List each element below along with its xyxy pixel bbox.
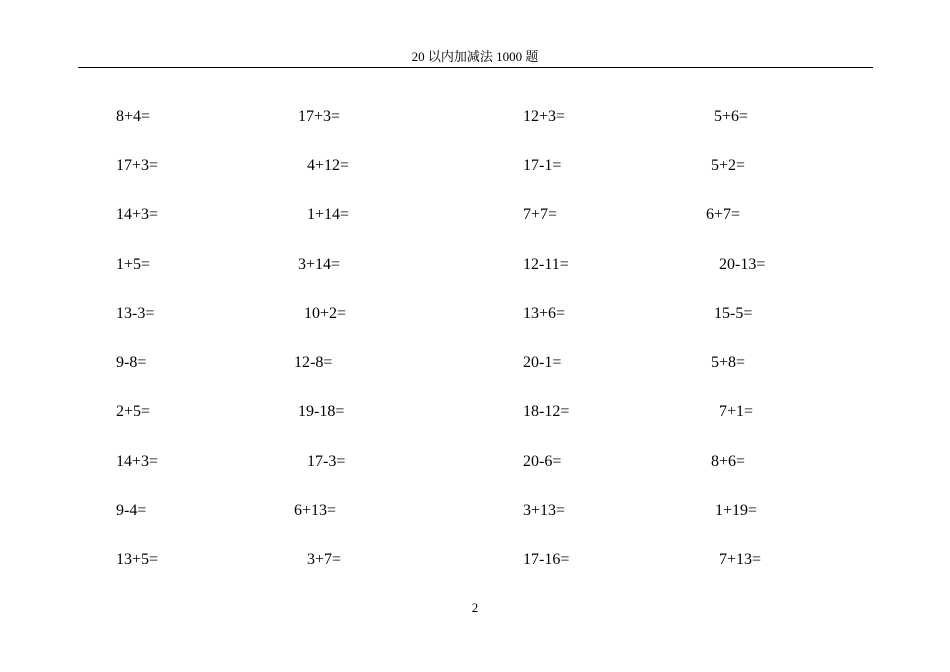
- problem-item: 5+8=: [711, 354, 746, 371]
- problem-item: 20-1=: [523, 354, 562, 371]
- problem-item: 13+6=: [523, 305, 566, 322]
- problem-item: 5+2=: [711, 157, 746, 174]
- problem-item: 17-3=: [307, 453, 346, 470]
- problem-item: 1+14=: [307, 206, 350, 223]
- problem-item: 17+3=: [116, 157, 159, 174]
- problem-item: 20-13=: [719, 256, 766, 273]
- problem-item: 1+5=: [116, 256, 151, 273]
- problem-item: 7+1=: [719, 403, 754, 420]
- problem-item: 4+12=: [307, 157, 350, 174]
- problem-item: 14+3=: [116, 453, 159, 470]
- problem-item: 3+14=: [298, 256, 341, 273]
- page-number: 2: [471, 600, 479, 615]
- problem-item: 9-4=: [116, 502, 147, 519]
- problem-item: 13-3=: [116, 305, 155, 322]
- problem-item: 7+13=: [719, 551, 762, 568]
- problem-item: 12-11=: [523, 256, 569, 273]
- problem-item: 17+3=: [298, 108, 341, 125]
- problem-item: 8+6=: [711, 453, 746, 470]
- problem-item: 20-6=: [523, 453, 562, 470]
- problem-item: 13+5=: [116, 551, 159, 568]
- problem-item: 17-16=: [523, 551, 570, 568]
- problem-item: 7+7=: [523, 206, 558, 223]
- problem-item: 15-5=: [714, 305, 753, 322]
- problem-item: 6+7=: [706, 206, 741, 223]
- header-divider: [78, 67, 873, 68]
- problem-item: 19-18=: [298, 403, 345, 420]
- problem-item: 5+6=: [714, 108, 749, 125]
- problem-item: 8+4=: [116, 108, 151, 125]
- problem-item: 14+3=: [116, 206, 159, 223]
- problem-item: 12+3=: [523, 108, 566, 125]
- problem-item: 3+7=: [307, 551, 342, 568]
- page-header-title: 20 以内加减法 1000 题: [411, 49, 539, 64]
- problem-item: 12-8=: [294, 354, 333, 371]
- problem-item: 17-1=: [523, 157, 562, 174]
- problem-item: 1+19=: [715, 502, 758, 519]
- problem-item: 9-8=: [116, 354, 147, 371]
- problem-item: 6+13=: [294, 502, 337, 519]
- problem-item: 18-12=: [523, 403, 570, 420]
- problem-item: 10+2=: [304, 305, 347, 322]
- problem-item: 3+13=: [523, 502, 566, 519]
- problem-item: 2+5=: [116, 403, 151, 420]
